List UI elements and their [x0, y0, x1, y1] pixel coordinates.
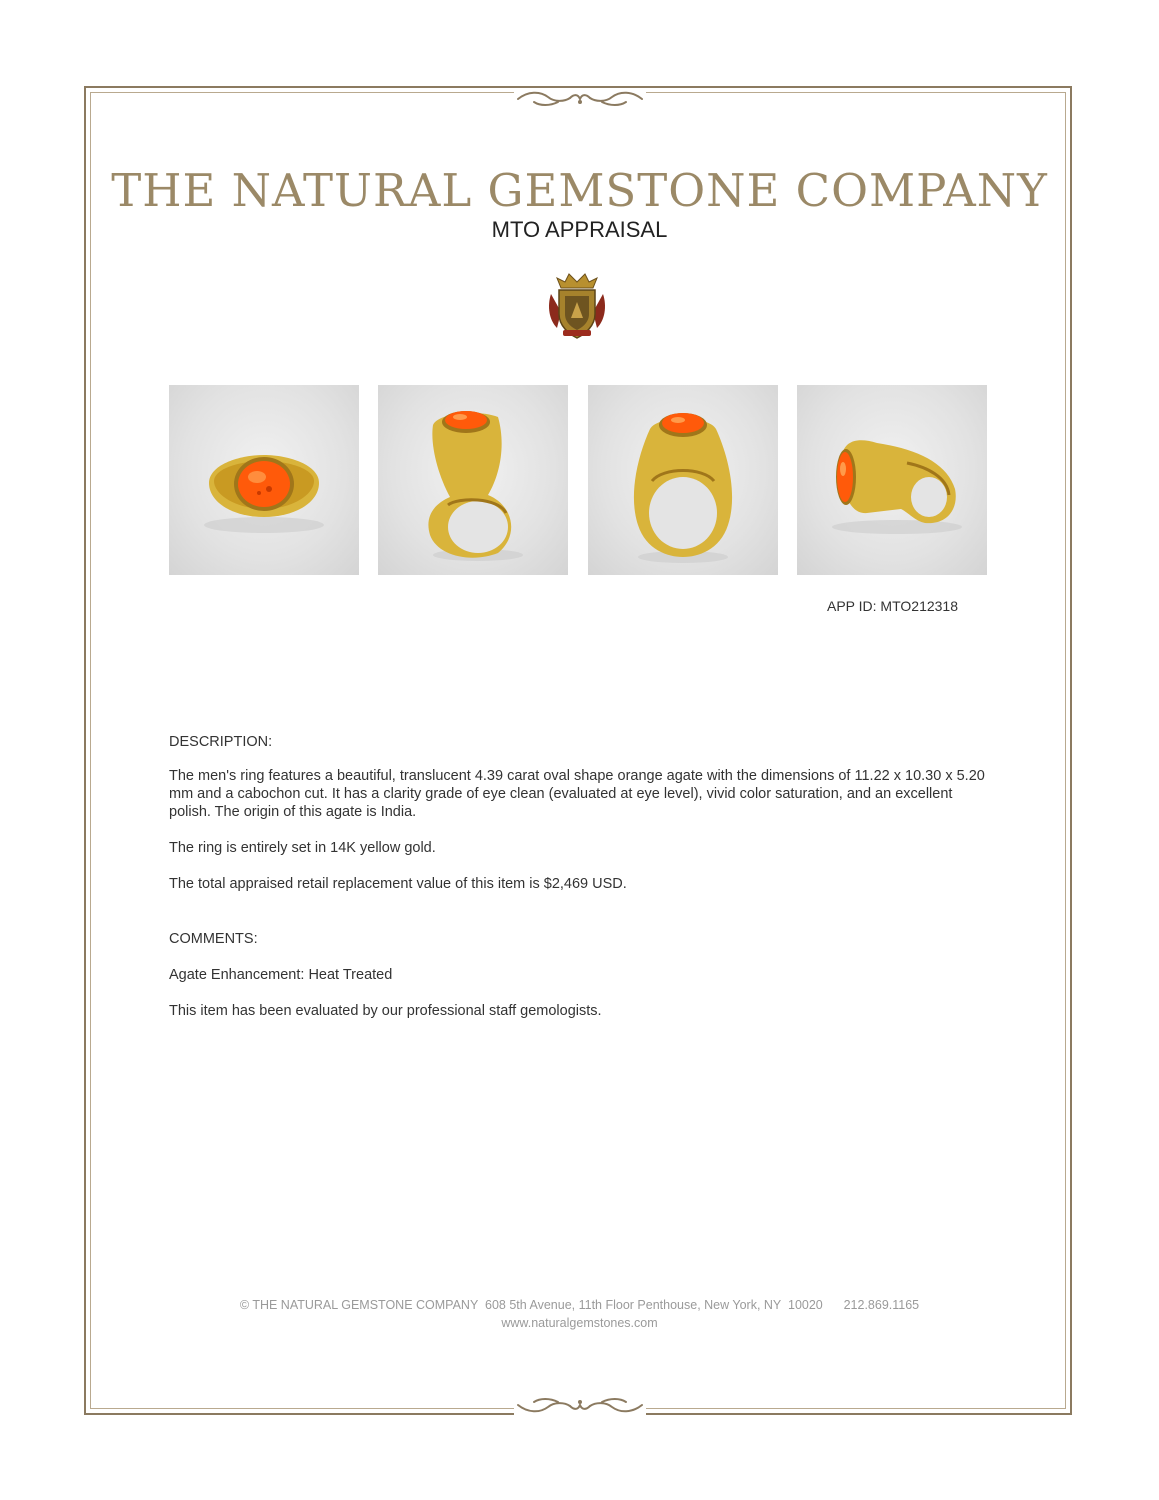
footer-address: © THE NATURAL GEMSTONE COMPANY 608 5th Avenue, 11th Floor Penthouse, New York, NY 10020 212.869.1165 [239, 1298, 920, 1312]
ring-photo-angled [378, 385, 568, 575]
comments-heading: COMMENTS: [169, 931, 258, 947]
bottom-flourish-ornament [514, 1394, 646, 1416]
company-crest-icon [547, 272, 607, 342]
description-heading: DESCRIPTION: [169, 734, 273, 750]
top-flourish-ornament [514, 88, 646, 110]
evaluation-line: This item has been evaluated by our professional staff gemologists. [169, 1003, 602, 1019]
metal-paragraph: The ring is entirely set in 14K yellow gold. [169, 840, 436, 856]
app-id: APP ID: MTO212318 [827, 598, 958, 614]
value-paragraph: The total appraised retail replacement value of this item is $2,469 USD. [169, 876, 627, 892]
enhancement-line: Agate Enhancement: Heat Treated [169, 967, 393, 983]
ring-photo-front [169, 385, 359, 575]
description-paragraph: The men's ring features a beautiful, translucent 4.39 carat oval shape orange agate with the dimensions of 11.22 x 10.30 x 5.20 mm and a cabochon cut. It has a clarity grade of eye clean (evaluated at eye level), vivid color saturation, and an excellent polish. The origin of this agate is India. [169, 768, 985, 820]
ring-photo-profile [797, 385, 987, 575]
company-title: THE NATURAL GEMSTONE COMPANY [111, 164, 1048, 217]
footer-website: www.naturalgemstones.com [501, 1316, 658, 1330]
document-subtitle: MTO APPRAISAL [491, 217, 668, 242]
ring-photo-side [588, 385, 778, 575]
